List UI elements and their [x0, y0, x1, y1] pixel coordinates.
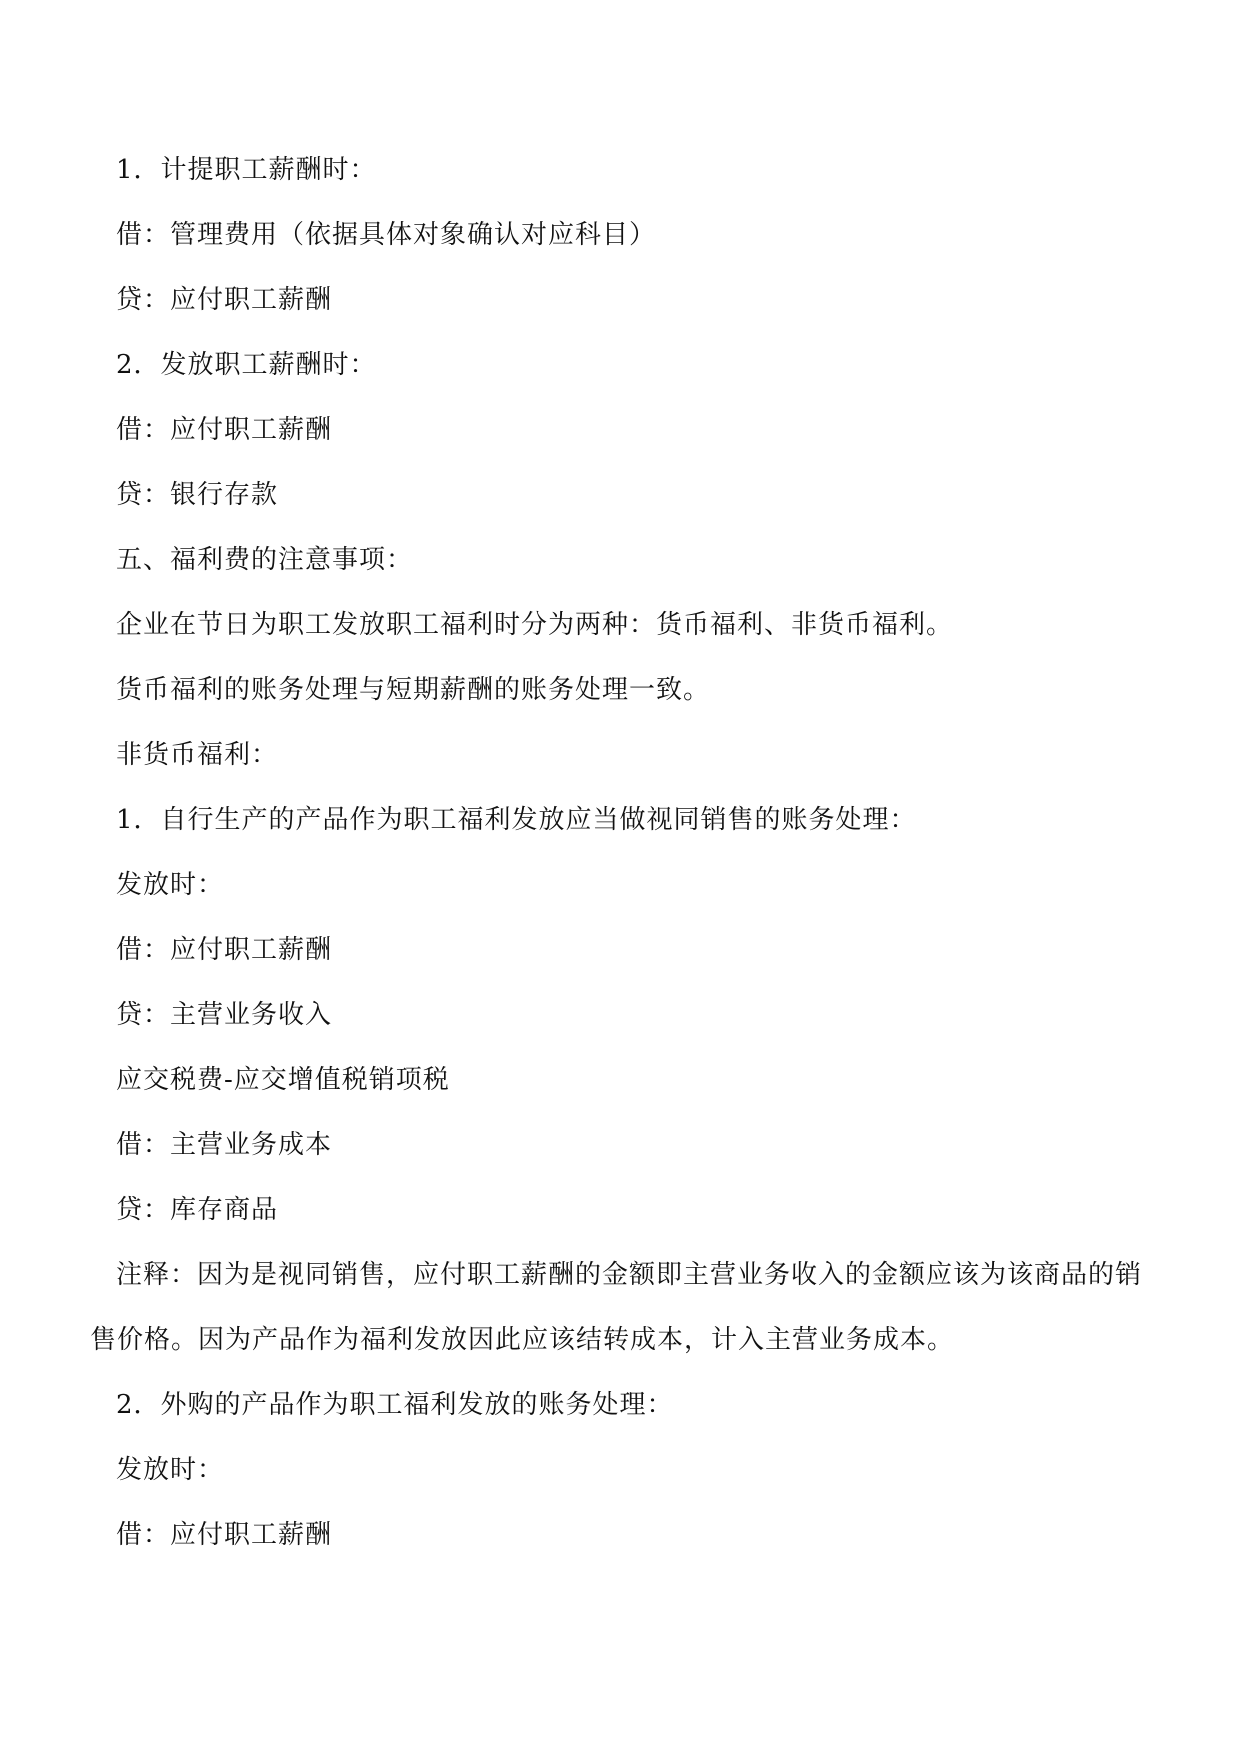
text-line: 发放时： — [116, 1455, 225, 1485]
text-line: 1．自行生产的产品作为职工福利发放应当做视同销售的账务处理： — [116, 805, 917, 835]
text-line: 发放时： — [116, 870, 225, 900]
section-heading: 五、福利费的注意事项： — [116, 545, 414, 575]
text-line: 非货币福利： — [116, 740, 279, 770]
text-line: 借：主营业务成本 — [116, 1130, 333, 1160]
text-line: 贷：库存商品 — [116, 1195, 279, 1225]
document-body — [90, 152, 1150, 1582]
text-line: 借：应付职工薪酬 — [116, 415, 333, 445]
text-line: 应交税费-应交增值税销项税 — [116, 1065, 450, 1095]
text-line: 企业在节日为职工发放职工福利时分为两种：货币福利、非货币福利。 — [116, 610, 954, 640]
text-line: 2．外购的产品作为职工福利发放的账务处理： — [116, 1390, 674, 1420]
note-paragraph: 注释：因为是视同销售，应付职工薪酬的金额即主营业务收入的金额应该为该商品的销售价格。因为产品作为福利发放因此应该结转成本，计入主营业务成本。 — [90, 1260, 1143, 1355]
text-line: 借：应付职工薪酬 — [116, 1520, 333, 1550]
text-line: 贷：银行存款 — [116, 480, 279, 510]
text-line: 货币福利的账务处理与短期薪酬的账务处理一致。 — [116, 675, 711, 705]
text-line: 贷：应付职工薪酬 — [116, 285, 333, 315]
text-line: 借：应付职工薪酬 — [116, 935, 333, 965]
text-line: 2．发放职工薪酬时： — [116, 350, 377, 380]
text-line: 1．计提职工薪酬时： — [116, 155, 377, 185]
text-line: 借：管理费用（依据具体对象确认对应科目） — [116, 220, 657, 250]
text-line: 贷：主营业务收入 — [116, 1000, 333, 1030]
